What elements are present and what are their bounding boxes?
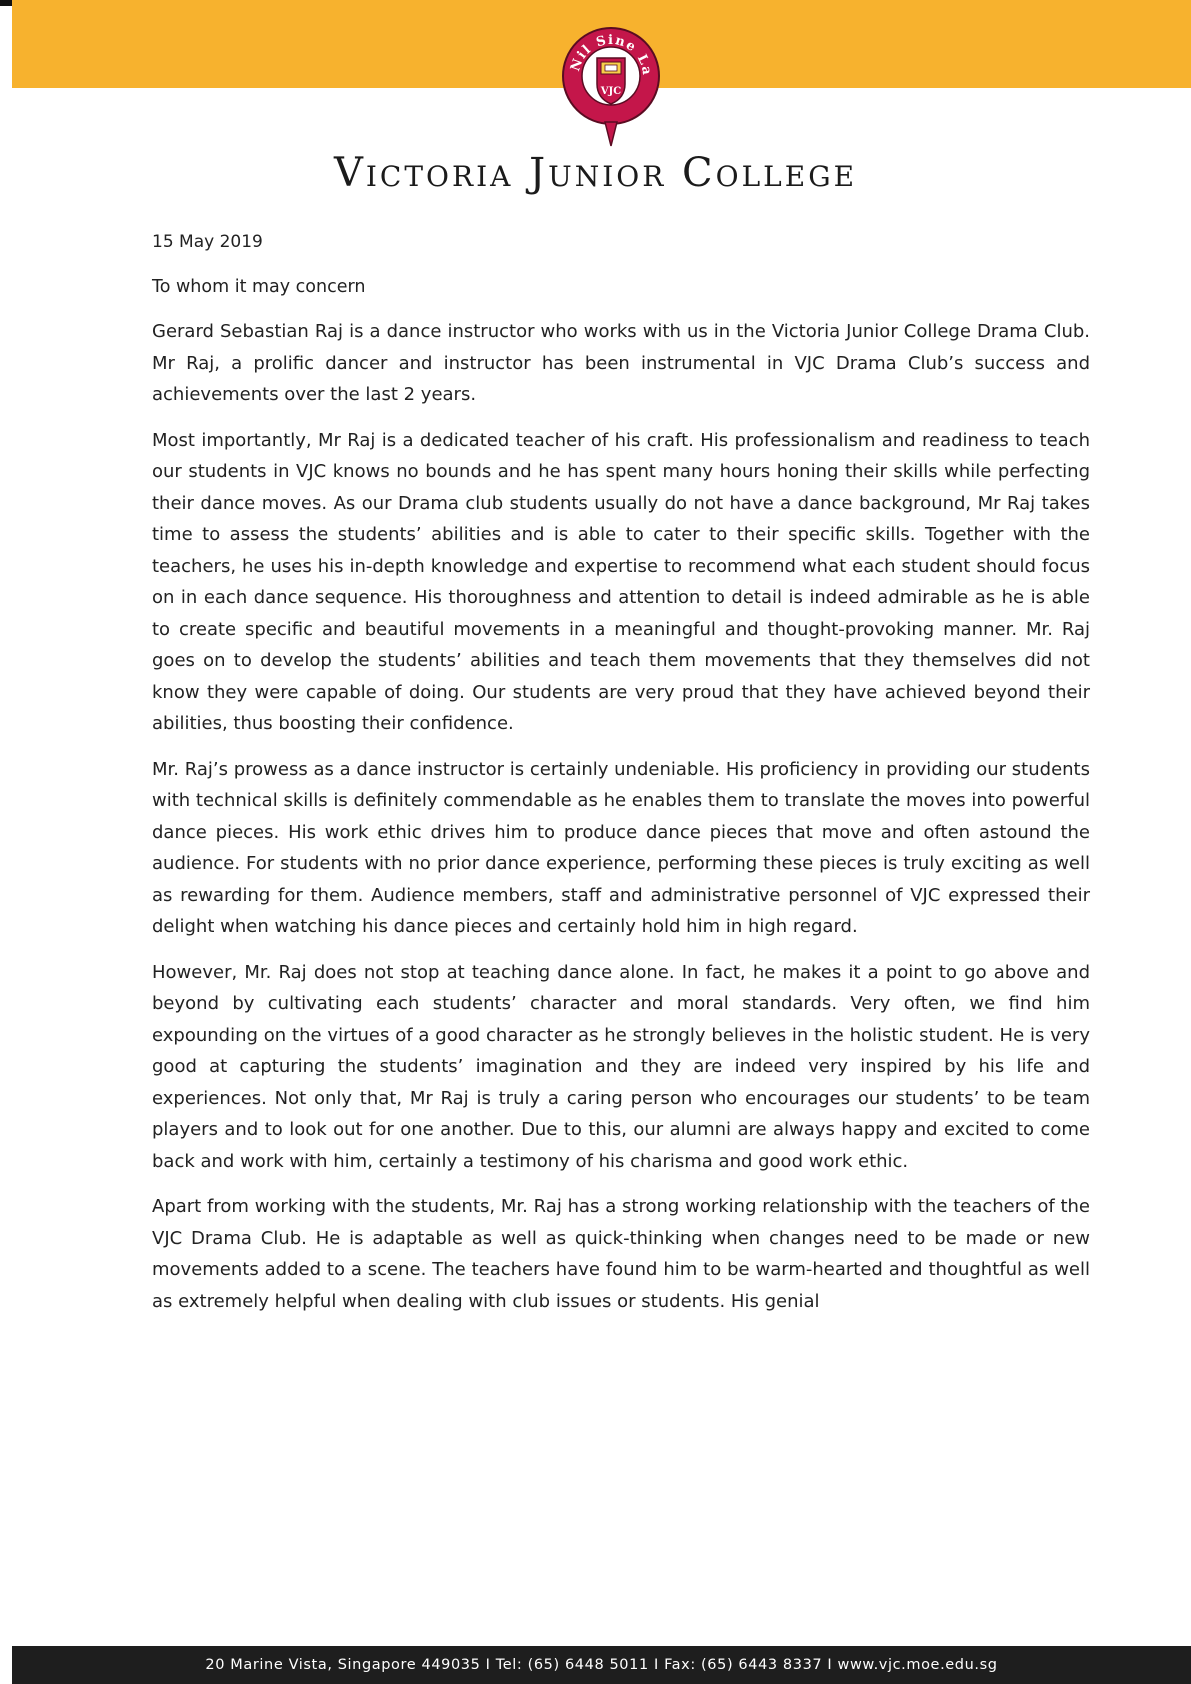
letter-paragraph-3: Mr. Raj’s prowess as a dance instructor is certainly undeniable. His proficiency in providing our students with technical skills is definitely commendable as he enables them to translate the moves into powerful dance pieces. His work ethic drives him to produce dance pieces that move and often astound the audience. For students with no prior dance experience, performing these pieces is truly exciting as well as rewarding for them. Audience members, staff and administrative personnel of VJC expressed their delight when watching his dance pieces and certainly hold him in high regard.	[152, 758, 1090, 937]
college-name-heading: Victoria Junior College	[333, 150, 858, 196]
crest-emblem-text: VJC	[600, 86, 622, 97]
letter-paragraph-5: Apart from working with the students, Mr. Raj has a strong working relationship with the teachers of the VJC Drama Club. He is adaptable as well as quick-thinking when changes need to be made or new movements added to a scene. The teachers have found him to be warm-hearted and thoughtful as well as extremely helpful when dealing with club issues or students. His genial	[152, 1196, 1090, 1312]
letter-salutation: To whom it may concern	[152, 277, 366, 297]
footer-contact-text: 20 Marine Vista, Singapore 449035 I Tel: (65) 6448 5011 I Fax: (65) 6443 8337 I www.vjc.moe.edu.sg	[205, 1657, 998, 1673]
letter-paragraph-2: Most importantly, Mr Raj is a dedicated teacher of his craft. His professionalism and readiness to teach our students in VJC knows no bounds and he has spent many hours honing their skills while perfecting their dance moves. As our Drama club students usually do not have a dance background, Mr Raj takes time to assess the students’ abilities and is able to cater to their specific skills. Together with the teachers, he uses his in-depth knowledge and expertise to recommend what each student should focus on in each dance sequence. His thoroughness and attention to detail is indeed admirable as he is able to create specific and beautiful movements in a meaningful and thought-provoking manner. Mr. Raj goes on to develop the students’ abilities and teach them movements that they themselves did not know they were capable of doing. Our students are very proud that they have achieved beyond their abilities, thus boosting their confidence.	[152, 429, 1090, 734]
letter-body	[152, 228, 1090, 1331]
crest-motto: Nil Sine La	[568, 32, 655, 78]
letter-paragraph-4: However, Mr. Raj does not stop at teaching dance alone. In fact, he makes it a point to go above and beyond by cultivating each students’ character and moral standards. Very often, we find him expounding on the virtues of a good character as he strongly believes in the holistic student. He is very good at capturing the students’ imagination and they are indeed very inspired by his life and experiences. Not only that, Mr Raj is truly a caring person who encourages our students’ to be team players and to look out for one another. Due to this, our alumni are always happy and excited to come back and work with him, certainly a testimony of his charisma and good work ethic.	[152, 961, 1090, 1172]
college-crest-icon	[559, 22, 663, 150]
letter-paragraph-1: Gerard Sebastian Raj is a dance instructor who works with us in the Victoria Junior College Drama Club. Mr Raj, a prolific dancer and instructor has been instrumental in VJC Drama Club’s success and achievements over the last 2 years.	[152, 321, 1090, 405]
letter-date: 15 May 2019	[152, 232, 263, 252]
footer-band	[12, 1646, 1191, 1684]
